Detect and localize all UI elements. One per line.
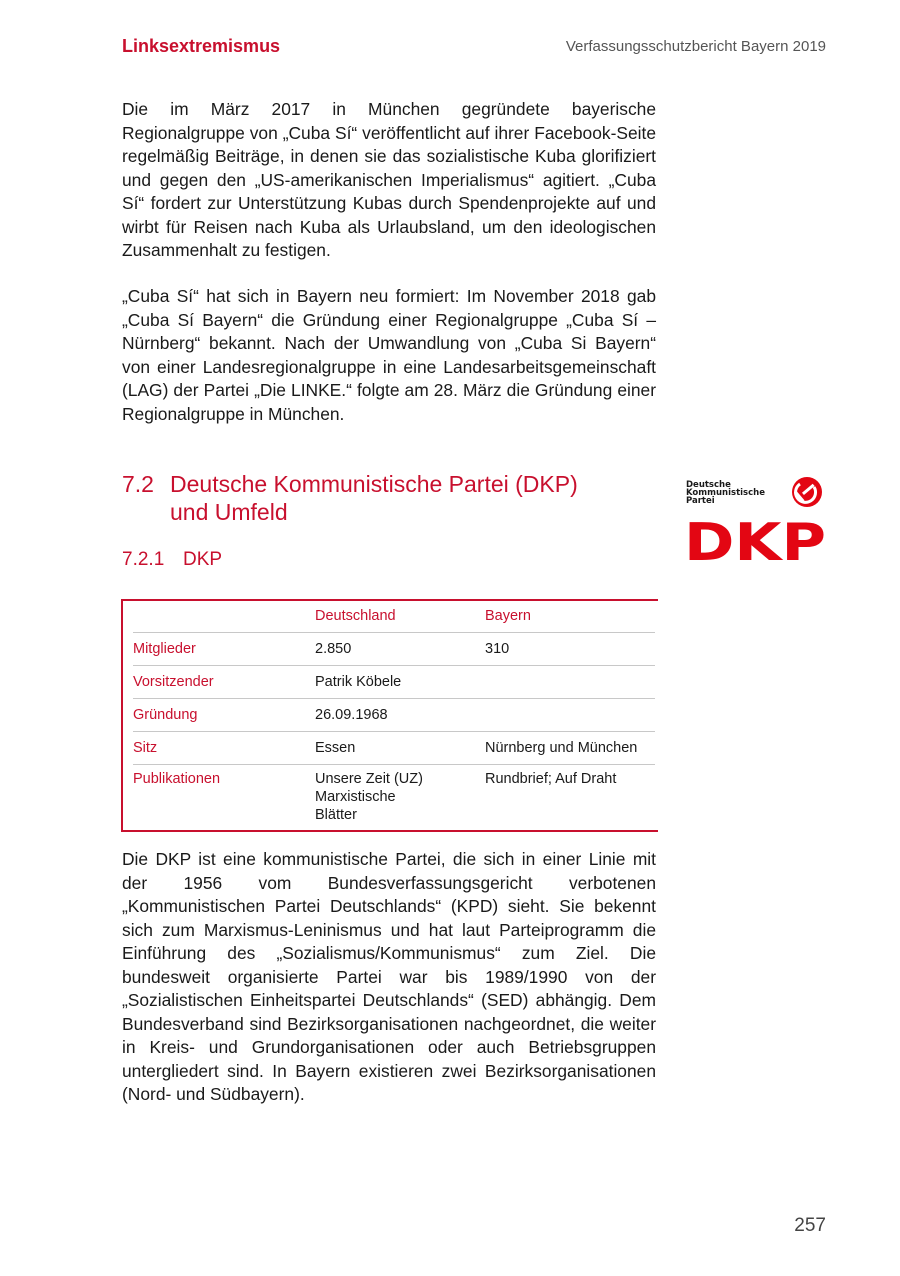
dkp-facts-table: [121, 599, 658, 832]
publication-line: Unsere Zeit (UZ): [315, 771, 423, 787]
table-header-deutschland: Deutschland: [315, 608, 396, 624]
cell-bayern: Nürnberg und München: [485, 740, 638, 756]
subsection-number: 7.2.1: [122, 549, 165, 570]
table-header-row: [133, 601, 655, 633]
section-title: [170, 470, 640, 526]
subsection-heading: [122, 549, 222, 571]
table-row: [133, 633, 655, 666]
running-header-right: Verfassungsschutzbericht Bayern 2019: [565, 38, 826, 55]
table-header-bayern: Bayern: [485, 608, 531, 624]
row-label: Mitglieder: [133, 641, 196, 657]
section-title-line2: und Umfeld: [170, 499, 288, 525]
dkp-logo: [684, 474, 826, 564]
table-row: [133, 699, 655, 732]
subsection-title: DKP: [183, 549, 223, 570]
row-label: Gründung: [133, 707, 198, 723]
cell-bayern: [485, 666, 655, 699]
hammer-sickle-icon: [792, 477, 822, 507]
publication-line: Marxistische: [315, 789, 396, 805]
cell-bayern: 310: [485, 641, 510, 657]
logo-text-line3: Partei: [686, 496, 715, 506]
cell-bayern: Rundbrief; Auf Draht: [485, 771, 617, 787]
publication-line: Blätter: [315, 807, 357, 823]
paragraph-cuba-si-bayern: „Cuba Sí“ hat sich in Bayern neu formiert: Im November 2018 gab „Cuba Sí Bayern“ die Gründung einer Regionalgruppe „Cuba Sí – Nürnberg“ bekannt. Nach der Umwandlung von „Cuba Si Bayern“ von einer Landesregionalgruppe in eine Landesarbeitsgemeinschaft (LAG) der Partei „Die LINKE.“ folgte am 28. März die Gründung einer Regionalgruppe in München.: [122, 286, 656, 424]
cell-deutschland: 2.850: [315, 641, 352, 657]
table-row: [133, 666, 655, 699]
logo-text-line2: Kommunistische: [686, 488, 765, 498]
section-number: 7.2: [122, 471, 154, 497]
paragraph-dkp-description: Die DKP ist eine kommunistische Partei, die sich in einer Linie mit der 1956 vom Bundesverfassungsgericht verbotenen „Kommunistischen Partei Deutschlands“ (KPD) sieht. Sie bekennt sich zum Marxismus-Leninismus und hat laut Parteiprogramm die Einführung des „Sozialismus/Kommunismus“ zum Ziel. Die bundesweit organisierte Partei war bis 1989/1990 von der „Sozialistischen Einheitspartei Deutschlands“ (SED) abhängig. Dem Bundesverband sind Bezirksorganisationen nachgeordnet, die weiter in Kreis- und Grundorganisationen oder auch Betriebsgruppen untergliedert sind. In Bayern existieren zwei Bezirksorganisationen (Nord- und Südbayern).: [122, 849, 656, 1104]
table-row: [133, 765, 655, 831]
logo-wordmark: DKP: [684, 513, 826, 564]
section-heading: [122, 470, 640, 526]
row-label: Publikationen: [133, 771, 221, 787]
paragraph-cuba-si-munich: Die im März 2017 in München gegründete bayerische Regionalgruppe von „Cuba Sí“ veröffentlicht auf ihrer Facebook-Seite regelmäßig Beiträge, in denen sie das sozialistische Kuba glorifiziert und gegen den „US-amerikanischen Imperialismus“ agitiert. „Cuba Sí“ fordert zur Unterstützung Kubas durch Spendenprojekte auf und wirbt für Reisen nach Kuba als Urlaubsland, um den ideologischen Zusammenhalt zu festigen.: [122, 99, 656, 260]
row-label: Sitz: [133, 740, 158, 756]
logo-text-line1: Deutsche: [686, 480, 731, 490]
cell-bayern: [485, 699, 655, 732]
row-label: Vorsitzender: [133, 674, 214, 690]
section-title-line1: Deutsche Kommunistische Partei (DKP): [170, 471, 578, 497]
table-row: [133, 732, 655, 765]
running-title: Linksextremismus: [122, 36, 281, 56]
page-number: 257: [794, 1215, 826, 1236]
cell-deutschland: Essen: [315, 740, 356, 756]
cell-deutschland: [315, 765, 485, 831]
cell-deutschland: Patrik Köbele: [315, 674, 402, 690]
table-header-empty: [133, 601, 315, 633]
cell-deutschland: 26.09.1968: [315, 707, 388, 723]
